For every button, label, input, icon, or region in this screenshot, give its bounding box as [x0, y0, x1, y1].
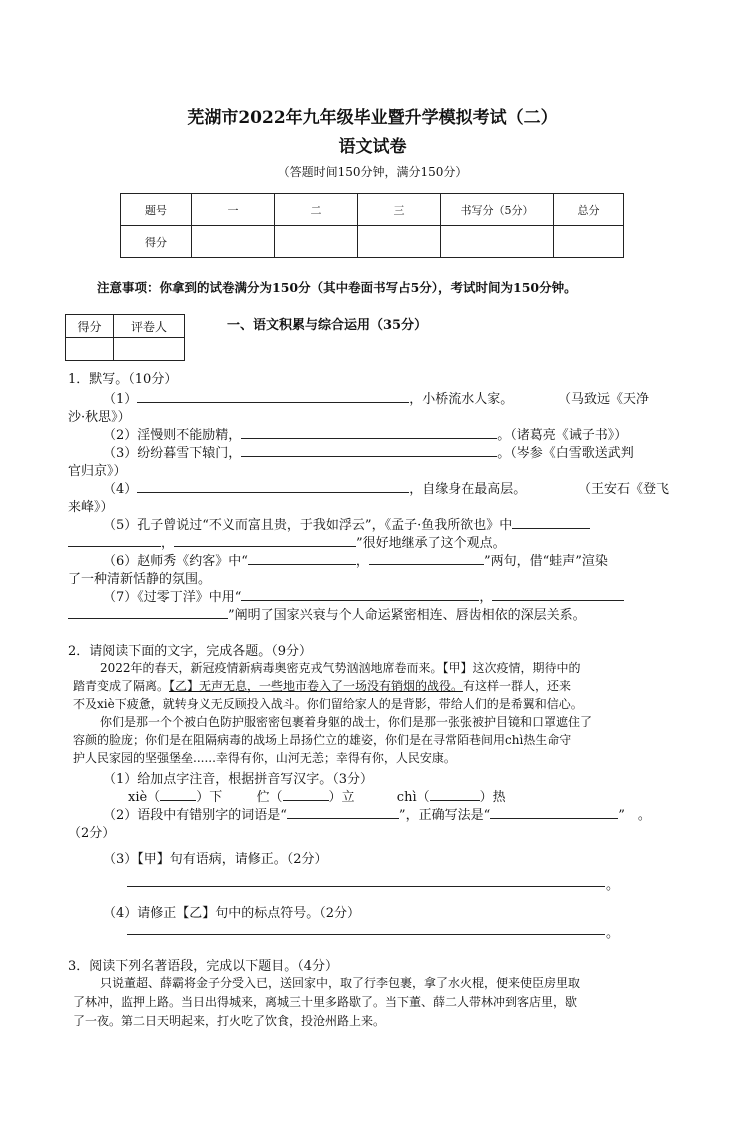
exam-title: 芜湖市2022年九年级毕业暨升学模拟考试（二）: [187, 108, 558, 128]
score-input-cell[interactable]: [275, 226, 358, 258]
q2-blank-zhu[interactable]: [283, 788, 329, 801]
q1-item1-num: （1）: [103, 392, 138, 407]
q2-text: 有这样一群人，还来: [463, 679, 572, 693]
q2-pinyin-label: ）立: [328, 790, 355, 805]
score-input-cell[interactable]: [358, 226, 441, 258]
q2-blank-wrong-word[interactable]: [287, 806, 399, 819]
notice: 注意事项：你拿到的试卷满分为150分（其中卷面书写占5分），考试时间为150分钟。: [97, 280, 577, 295]
q2-sub2-text: ”，正确写法是“: [398, 808, 491, 823]
q2-title: 2．请阅读下面的文字，完成各题。（9分）: [68, 644, 313, 659]
q1-item4-source-cont: 来峰》）: [68, 500, 114, 515]
score-header-cell: 总分: [554, 194, 624, 226]
q1-item1-source-cont: 沙·秋思》）: [68, 410, 131, 425]
q1-item7: [103, 586, 624, 605]
q2-para1-line1: 2022年的春天，新冠疫情新病毒奥密克戎气势汹汹地席卷而来。【甲】这次疫情，期待中的: [100, 661, 581, 675]
time-note: （答题时间150分钟，满分150分）: [277, 165, 468, 179]
q3-passage-line1: 只说董超、薛霸将金子分受入已，送回家中，取了行李包裹，拿了水火棍，便来使臣房里取: [100, 976, 581, 990]
grader-score-label: 得分: [66, 315, 114, 338]
score-table: [120, 193, 624, 258]
q2-sub4: （4）请修正【乙】句中的标点符号。（2分）: [103, 906, 361, 921]
q2-sub4-period: 。: [606, 926, 620, 941]
q1-item2-source: 。（诸葛亮《诫子书》）: [497, 428, 628, 443]
q2-blank-xie[interactable]: [160, 788, 196, 801]
q1-item2-blank[interactable]: [241, 426, 497, 439]
q2-sub1: （1）给加点字注音，根据拼音写汉字。（3分）: [103, 772, 374, 787]
q1-item3-text: （3）纷纷暮雪下辕门，: [103, 446, 242, 461]
q1-title: 1．默写。（10分）: [68, 372, 178, 387]
exam-subtitle: 语文试卷: [338, 137, 407, 157]
q1-item3-source: 。（岑参《白雪歌送武判: [497, 446, 634, 461]
q1-item7-text: （7）《过零丁洋》中用“: [103, 590, 242, 605]
q1-item5-blank-c[interactable]: [174, 534, 356, 547]
section1-title: 一、语文积累与综合运用（35分）: [227, 318, 428, 333]
q1-item7-blank-c[interactable]: [68, 606, 228, 619]
grader-name-cell[interactable]: [114, 338, 185, 361]
score-table-header-row: [121, 194, 624, 226]
score-input-cell[interactable]: [441, 226, 554, 258]
q2-pinyin-label: xiè（: [128, 790, 161, 805]
score-row-label: 得分: [121, 226, 192, 258]
q1-item6-tail: ”两句，借“蛙声”渲染: [483, 554, 608, 569]
q1-item3-blank[interactable]: [241, 444, 497, 457]
q2-sub3-answer-line[interactable]: [127, 886, 605, 887]
q1-item2: [103, 424, 627, 443]
q1-item5-blank-a[interactable]: [512, 516, 590, 529]
score-table-score-row: [121, 226, 624, 258]
q1-item7-mid: ，: [479, 590, 493, 605]
q3-passage-line2: 了林冲，监押上路。当日出得城来，离城三十里多路歇了。当下董、薛二人带林冲到客店里，歇: [73, 995, 578, 1009]
score-header-cell: 书写分（5分）: [441, 194, 554, 226]
q1-item6-text: （6）赵师秀《约客》中“: [103, 554, 248, 569]
score-header-cell: 题号: [121, 194, 192, 226]
q1-item5-blank-b[interactable]: [68, 534, 161, 547]
q2-para2-line1: 你们是那一个个被白色防护服密密包裹着身躯的战士，你们是那一张张被护目镜和口罩遮住了: [100, 715, 593, 729]
q1-item4-text: ，自缘身在最高层。: [409, 482, 527, 497]
q2-blank-chi[interactable]: [430, 788, 480, 801]
q2-para1-line2: [73, 677, 571, 694]
q1-item3: [103, 442, 634, 461]
q1-item1-text: ，小桥流水人家。: [409, 392, 514, 407]
q1-item7-blank-a[interactable]: [241, 588, 479, 601]
q1-item6-mid: ，: [355, 554, 369, 569]
q1-item1: [103, 388, 513, 407]
q2-pinyin-label: 伫（: [256, 790, 283, 805]
q1-item6-blank-a[interactable]: [248, 552, 356, 565]
grader-table: [65, 314, 185, 361]
q1-item6-cont: 了一种清新恬静的氛围。: [68, 572, 212, 587]
q1-item3-source-cont: 官归京》）: [68, 464, 127, 479]
q1-item7-cont: [68, 604, 586, 623]
q2-sub2-score: （2分）: [68, 826, 116, 841]
q2-pinyin-label: ）下: [196, 790, 223, 805]
q2-text: 踏青变成了隔离。: [73, 679, 170, 693]
score-input-cell[interactable]: [554, 226, 624, 258]
q1-item2-text: （2）淫慢则不能励精，: [103, 428, 242, 443]
q3-passage-line3: 了一夜。第二日天明起来，打火吃了饮食，投沧州路上来。: [73, 1014, 386, 1028]
q2-pinyin-label: chì（: [396, 790, 430, 805]
q1-item4-num: （4）: [103, 482, 138, 497]
q1-item4-blank[interactable]: [137, 480, 409, 493]
q1-item6-blank-b[interactable]: [369, 552, 484, 565]
q1-item5-cont: ， ”很好地继承了这个观点。: [68, 532, 506, 551]
score-header-cell: 三: [358, 194, 441, 226]
q2-para2-line3: 护人民家园的坚强堡垒......幸得有你，山河无恙；幸得有你，人民安康。: [73, 751, 456, 765]
q1-item7-tail: ”阐明了国家兴衰与个人命运紧密相连、唇齿相依的深层关系。: [228, 608, 586, 623]
score-header-cell: 二: [275, 194, 358, 226]
score-header-cell: 一: [192, 194, 275, 226]
q2-para2-line2: 容颜的脸庞；你们是在阻隔病毒的战场上昂扬伫立的雄姿，你们是在寻常陌巷间用chì热生命守: [73, 733, 572, 747]
grader-label: 评卷人: [114, 315, 185, 338]
q1-item4-source: （王安石《登飞: [578, 482, 670, 497]
q2-blank-correct-word[interactable]: [490, 806, 618, 819]
q1-item1-blank[interactable]: [137, 390, 409, 403]
q2-sub3-period: 。: [606, 878, 620, 893]
q3-title: 3．阅读下列名著语段，完成以下题目。（4分）: [68, 959, 339, 974]
q2-sub3: （3）【甲】句有语病，请修正。（2分）: [103, 852, 328, 867]
q2-sub2-text: ” 。: [618, 808, 651, 823]
grader-score-cell[interactable]: [66, 338, 114, 361]
q2-para1-line3: 不及xiè下疲惫，就转身义无反顾投入战斗。你们留给家人的是背影，带给人们的是希翼和信心。: [73, 697, 583, 711]
score-input-cell[interactable]: [192, 226, 275, 258]
q2-pinyin-label: ）热: [479, 790, 506, 805]
q2-sub2: [103, 804, 651, 823]
q1-item1-source: （马致远《天净: [558, 392, 650, 407]
q2-sub4-answer-line[interactable]: [127, 934, 605, 935]
q1-item5-tail: ”很好地继承了这个观点。: [356, 536, 506, 551]
q2-sub2-text: （2）语段中有错别字的词语是“: [103, 808, 287, 823]
q1-item5-text: （5）孔子曾说过“不义而富且贵，于我如浮云”，《孟子·鱼我所欲也》中: [103, 518, 513, 533]
q1-item7-blank-b[interactable]: [492, 588, 624, 601]
q1-item4: [103, 478, 526, 497]
q1-item6: [103, 550, 608, 569]
q1-item5: [103, 514, 590, 533]
q2-sentence-yi: 【乙】无声无息，一些地市卷入了一场没有销烟的战役。: [169, 679, 464, 693]
q2-sub1-items: [128, 786, 506, 805]
